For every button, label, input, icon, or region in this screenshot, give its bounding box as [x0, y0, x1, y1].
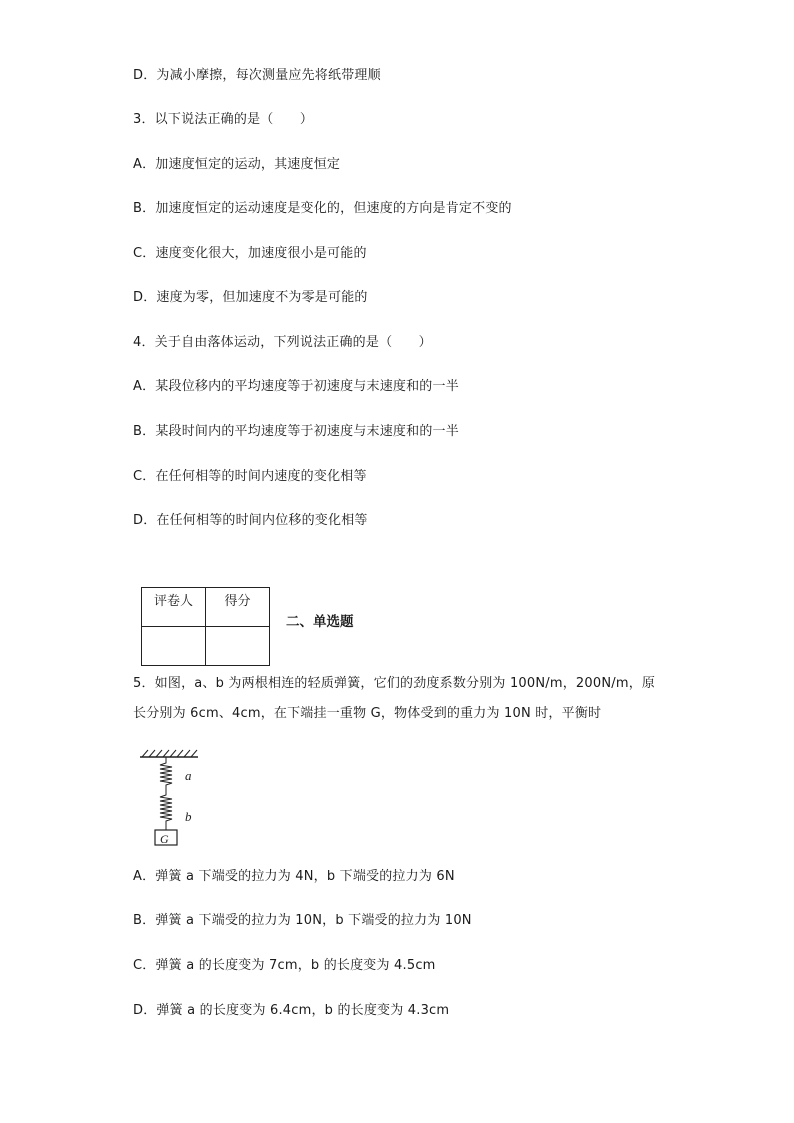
option-a: A．某段位移内的平均速度等于初速度与末速度和的一半 [133, 379, 459, 394]
option-b: B．某段时间内的平均速度等于初速度与末速度和的一半 [133, 424, 459, 439]
option-d: D．速度为零，但加速度不为零是可能的 [133, 290, 368, 305]
option-c: C．在任何相等的时间内速度的变化相等 [133, 469, 367, 484]
spring-diagram [138, 748, 208, 850]
score-cell [206, 627, 270, 666]
option-c: C．弹簧 a 的长度变为 7cm，b 的长度变为 4.5cm [133, 958, 436, 973]
score-header: 得分 [206, 588, 270, 627]
reviewer-cell [142, 627, 206, 666]
section-title: 二、单选题 [286, 614, 354, 630]
spring-a-label: a [185, 768, 192, 783]
weight-label: G [160, 832, 169, 846]
q2-option-d: D．为减小摩擦，每次测量应先将纸带理顺 [133, 68, 381, 83]
option-b: B．弹簧 a 下端受的拉力为 10N，b 下端受的拉力为 10N [133, 913, 472, 928]
option-b: B．加速度恒定的运动速度是变化的，但速度的方向是肯定不变的 [133, 201, 512, 216]
option-c: C．速度变化很大，加速度很小是可能的 [133, 246, 367, 261]
score-table [141, 587, 270, 666]
option-a: A．加速度恒定的运动，其速度恒定 [133, 157, 341, 172]
spring-b [160, 789, 172, 830]
question-stem-line-2: 长分别为 6cm、4cm，在下端挂一重物 G，物体受到的重力为 10N 时，平衡时 [133, 706, 602, 721]
spring-a [160, 757, 172, 789]
question-stem: 4．关于自由落体运动，下列说法正确的是（ ） [133, 335, 432, 350]
option-d: D．在任何相等的时间内位移的变化相等 [133, 513, 368, 528]
question-stem-line-1: 5．如图，a、b 为两根相连的轻质弹簧，它们的劲度系数分别为 100N/m，200N/m，原 [133, 676, 656, 691]
option-d: D．弹簧 a 的长度变为 6.4cm，b 的长度变为 4.3cm [133, 1003, 450, 1018]
question-stem: 3．以下说法正确的是（ ） [133, 112, 314, 127]
ceiling-hatch [140, 750, 198, 757]
spring-b-label: b [185, 809, 192, 824]
reviewer-header: 评卷人 [142, 588, 206, 627]
option-a: A．弹簧 a 下端受的拉力为 4N，b 下端受的拉力为 6N [133, 869, 455, 884]
